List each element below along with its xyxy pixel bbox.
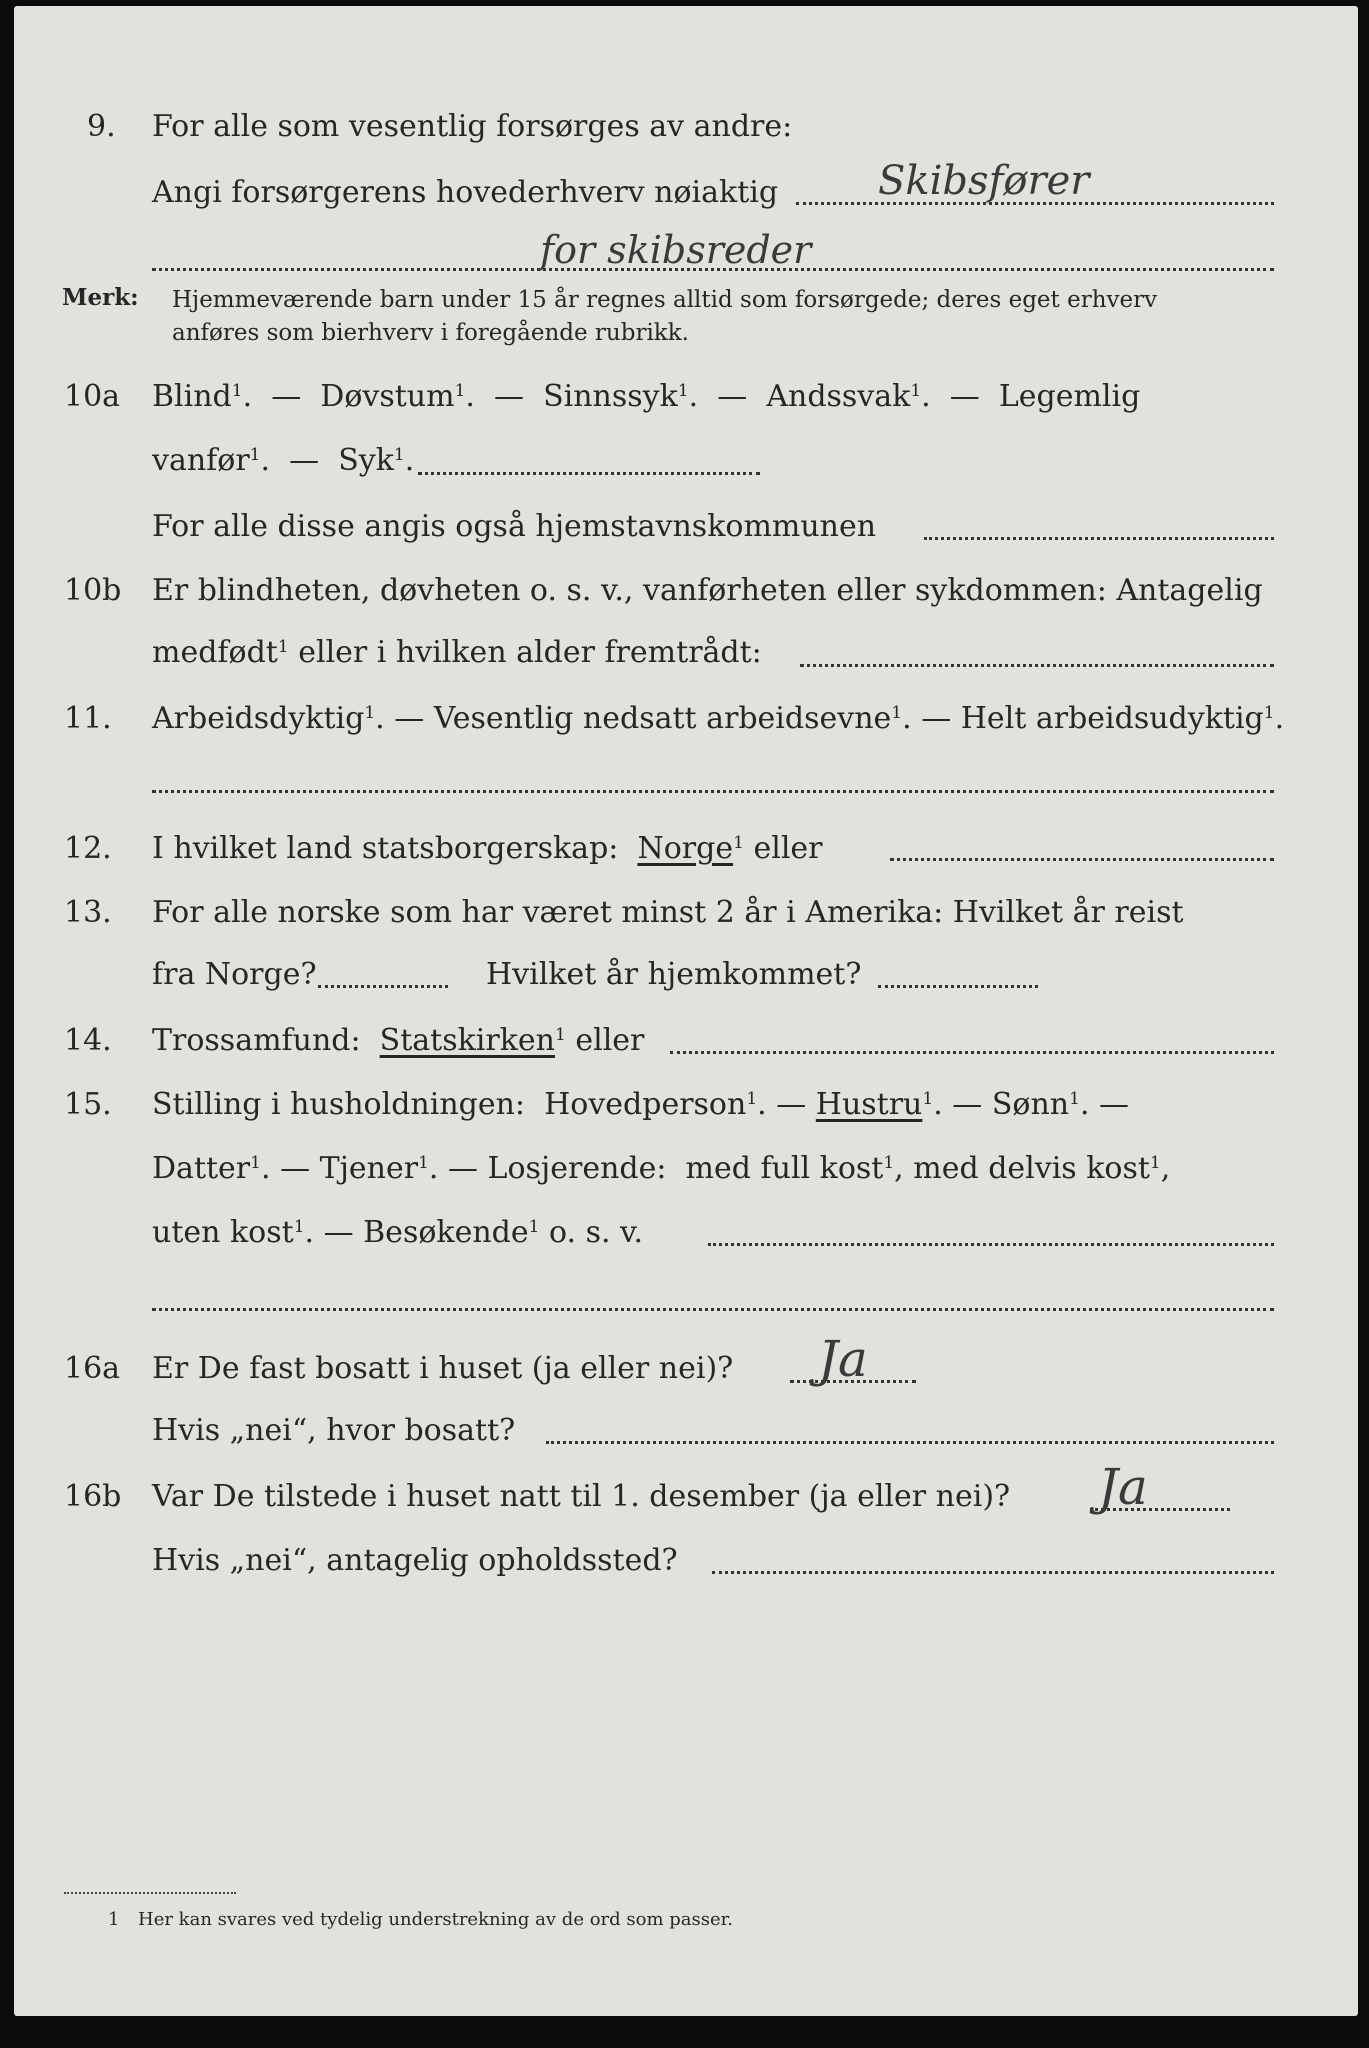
option-datter[interactable]: Datter: [152, 1151, 251, 1186]
q16a-number: 16a: [64, 1351, 121, 1386]
footnote-separator: [64, 1892, 236, 1894]
q10a-number: 10a: [64, 379, 121, 414]
q15-answer-line[interactable]: [708, 1243, 1274, 1246]
q15-answer-line2[interactable]: [152, 1308, 1274, 1311]
option-losjerende[interactable]: Losjerende:: [487, 1151, 667, 1186]
q15-line3: uten kost$^1$. — Besøkende$^1$ o. s. v.: [152, 1215, 643, 1250]
q11-number: 11.: [64, 701, 112, 736]
option-full-kost[interactable]: med full kost: [685, 1151, 884, 1186]
q16a-handwritten-answer: Ja: [818, 1330, 868, 1388]
option-helt-arbeidsudyktig[interactable]: Helt arbeidsudyktig: [960, 701, 1264, 736]
q16b-line1: Var De tilstede i huset natt til 1. desember (ja eller nei)?: [152, 1479, 1011, 1514]
option-sinnssyk[interactable]: Sinnssyk: [543, 379, 678, 414]
q11-answer-line[interactable]: [152, 790, 1274, 793]
q9-number: 9.: [87, 109, 116, 144]
option-tjener[interactable]: Tjener: [319, 1151, 419, 1186]
q16b-number: 16b: [64, 1479, 122, 1514]
option-hustru[interactable]: Hustru: [815, 1087, 923, 1122]
q12-answer-line[interactable]: [890, 858, 1274, 861]
q15-line1: Stilling i husholdningen: Hovedperson$^1$. — Hustru$^1$. — Sønn$^1$. —: [152, 1087, 1130, 1122]
option-nedsatt-arbeidsevne[interactable]: Vesentlig nedsatt arbeidsevne: [433, 701, 892, 736]
footnote-mark: 1: [108, 1909, 120, 1930]
q9-handwritten-answer2: for skibsreder: [540, 228, 812, 272]
merk-line2: anføres som bierhverv i foregående rubrikk.: [172, 320, 689, 346]
option-uten-kost[interactable]: uten kost: [152, 1215, 294, 1250]
q16b-handwritten-answer: Ja: [1098, 1458, 1148, 1516]
q10b-line2: medfødt$^1$ eller i hvilken alder fremtrådt:: [152, 635, 762, 670]
q11-line1: Arbeidsdyktig$^1$. — Vesentlig nedsatt arbeidsevne$^1$. — Helt arbeidsudyktig$^1$.: [152, 701, 1285, 736]
merk-line1: Hjemmeværende barn under 15 år regnes alltid som forsørgede; deres eget erhverv: [172, 287, 1158, 313]
q16b-opholdssted-line[interactable]: [712, 1571, 1274, 1574]
q12-number: 12.: [64, 831, 112, 866]
q12-line: I hvilket land statsborgerskap: Norge$^1$ eller: [152, 831, 823, 866]
q10a-answer-line[interactable]: [418, 472, 760, 475]
q13-line1: For alle norske som har været minst 2 år i Amerika: Hvilket år reist: [152, 895, 1184, 930]
merk-label: Merk:: [62, 284, 139, 311]
q13-line2a: fra Norge?: [152, 957, 317, 992]
q15-number: 15.: [64, 1087, 112, 1122]
option-norge[interactable]: Norge: [637, 831, 734, 866]
option-vanfor[interactable]: vanfør: [152, 443, 250, 478]
option-medfodt[interactable]: medfødt: [152, 635, 278, 670]
option-syk[interactable]: Syk: [338, 443, 394, 478]
q16a-line1: Er De fast bosatt i huset (ja eller nei)?: [152, 1351, 734, 1386]
q16a-line2: Hvis „nei“, hvor bosatt?: [152, 1413, 516, 1448]
option-dovstum[interactable]: Døvstum: [320, 379, 455, 414]
option-legemlig[interactable]: Legemlig: [998, 379, 1141, 414]
q14-number: 14.: [64, 1023, 112, 1058]
q16b-line2: Hvis „nei“, antagelig opholdssted?: [152, 1543, 678, 1578]
q9-handwritten-answer1: Skibsfører: [878, 158, 1090, 204]
option-sonn[interactable]: Sønn: [991, 1087, 1070, 1122]
q16a-bosatt-line[interactable]: [546, 1441, 1274, 1444]
q9-line1: For alle som vesentlig forsørges av andre:: [152, 109, 793, 144]
option-andssvak[interactable]: Andssvak: [766, 379, 911, 414]
q13-number: 13.: [64, 895, 112, 930]
q10b-answer-line[interactable]: [800, 664, 1274, 667]
q10b-number: 10b: [64, 573, 122, 608]
q13-hjemkommet-line[interactable]: [878, 985, 1038, 988]
footnote-text: Her kan svares ved tydelig understrekning av de ord som passer.: [138, 1909, 733, 1930]
option-hovedperson[interactable]: Hovedperson: [544, 1087, 747, 1122]
q10a-line3: For alle disse angis også hjemstavnskommunen: [152, 509, 877, 544]
option-delvis-kost[interactable]: med delvis kost: [913, 1151, 1150, 1186]
option-statskirken[interactable]: Statskirken: [379, 1023, 555, 1058]
q15-line2: Datter$^1$. — Tjener$^1$. — Losjerende: med full kost$^1$, med delvis kost$^1$,: [152, 1151, 1171, 1186]
q10a-line2: vanfør$^1$. — Syk$^1$.: [152, 443, 415, 478]
q13-reist-line[interactable]: [318, 985, 448, 988]
option-blind[interactable]: Blind: [152, 379, 232, 414]
q13-line2b: Hvilket år hjemkommet?: [486, 957, 862, 992]
option-besokende[interactable]: Besøkende: [363, 1215, 529, 1250]
option-arbeidsdyktig[interactable]: Arbeidsdyktig: [152, 701, 365, 736]
q10a-hjemstavn-line[interactable]: [924, 537, 1274, 540]
q10b-line1: Er blindheten, døvheten o. s. v., vanførheten eller sykdommen: Antagelig: [152, 573, 1263, 608]
q9-line2: Angi forsørgerens hovederhverv nøiaktig: [152, 175, 779, 210]
q10a-line1: Blind$^1$. — Døvstum$^1$. — Sinnssyk$^1$. — Andssvak$^1$. — Legemlig: [152, 379, 1141, 414]
q14-line: Trossamfund: Statskirken$^1$ eller: [152, 1023, 645, 1058]
q14-answer-line[interactable]: [670, 1051, 1274, 1054]
